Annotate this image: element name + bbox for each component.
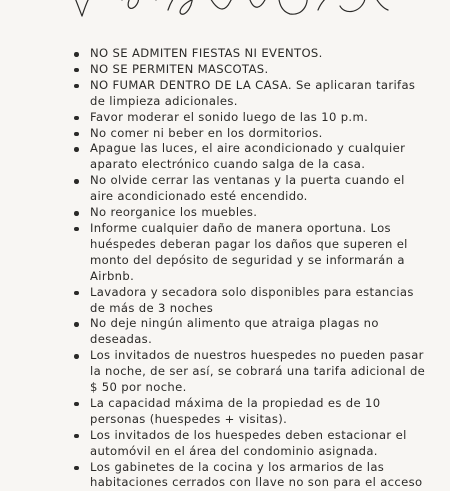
rule-text-line: $ 50 por noche. xyxy=(90,380,187,395)
rule-text-line: Informe cualquier daño de manera oportuna. Los xyxy=(90,220,391,235)
script-title-art xyxy=(60,0,390,20)
bullet-icon xyxy=(74,354,79,359)
rule-text-line: aire acondicionado esté encendido. xyxy=(90,189,308,204)
script-title-icon xyxy=(60,0,390,20)
rule-text-line: Airbnb. xyxy=(90,268,135,283)
rule-text-line: personas (huespedes + visitas). xyxy=(90,411,288,426)
bullet-icon xyxy=(74,211,79,216)
bullet-icon xyxy=(74,291,79,296)
rule-text-line: Apague las luces, el aire acondicionado y cualquier xyxy=(90,141,406,156)
bullet-icon xyxy=(74,227,79,232)
rule-text-line: No reorganice los muebles. xyxy=(90,205,258,220)
bullet-icon xyxy=(74,434,79,439)
rule-text-line: la noche, de ser así, se cobrará una tarifa adicional de xyxy=(90,364,426,379)
rule-item xyxy=(74,78,414,110)
rule-text-line: de limpieza adicionales. xyxy=(90,93,238,108)
rule-text-line: La capacidad máxima de la propiedad es de 10 xyxy=(90,395,381,410)
rule-item xyxy=(74,46,414,62)
bullet-icon xyxy=(74,68,79,73)
bullet-icon xyxy=(74,179,79,184)
rule-item xyxy=(74,316,414,348)
rule-item xyxy=(74,126,414,142)
rule-text-line: huéspedes deberan pagar los daños que superen el xyxy=(90,236,408,251)
rule-item xyxy=(74,173,414,205)
rule-text-line: NO FUMAR DENTRO DE LA CASA. Se aplicaran tarifas xyxy=(90,77,416,92)
bullet-icon xyxy=(74,466,79,471)
rule-item xyxy=(74,205,414,221)
rule-item xyxy=(74,348,426,396)
rule-text-line: de más de 3 noches xyxy=(90,300,214,315)
bullet-icon xyxy=(74,132,79,137)
rule-item xyxy=(74,221,414,285)
rule-text-line: NO SE PERMITEN MASCOTAS. xyxy=(90,61,269,76)
rule-text-line: monto del depósito de seguridad y se informarán a xyxy=(90,252,405,267)
rule-text-line: Los invitados de nuestros huespedes no pueden pasar xyxy=(90,348,424,363)
rule-text-line: NO SE ADMITEN FIESTAS NI EVENTOS. xyxy=(90,46,323,60)
rule-text-line: Los invitados de los huespedes deben estacionar el xyxy=(90,427,407,442)
bullet-icon xyxy=(74,322,79,327)
rule-text-line: deseadas. xyxy=(90,332,153,347)
rule-text-line: habitaciones cerrados con llave no son para el acceso xyxy=(90,475,423,490)
rule-item xyxy=(74,459,423,491)
bullet-icon xyxy=(74,84,79,89)
rule-item xyxy=(74,110,414,126)
rule-text-line: aparato electrónico cuando salga de la casa. xyxy=(90,157,366,172)
rule-text-line: No olvide cerrar las ventanas y la puerta cuando el xyxy=(90,173,405,188)
bullet-icon xyxy=(74,147,79,152)
bullet-icon xyxy=(74,52,79,57)
rules-list xyxy=(74,46,426,491)
rule-text-line: No deje ningún alimento que atraiga plagas no xyxy=(90,316,379,331)
rule-item xyxy=(74,428,414,460)
rule-item xyxy=(74,141,414,173)
bullet-icon xyxy=(74,116,79,121)
rule-text-line: automóvil en el área del condominio asignada. xyxy=(90,443,378,458)
rule-text-line: Favor moderar el sonido luego de las 10 p.m. xyxy=(90,109,369,124)
rule-text-line: Los gabinetes de la cocina y los armarios de las xyxy=(90,459,385,474)
rule-text-line: No comer ni beber en los dormitorios. xyxy=(90,125,323,140)
rule-item xyxy=(74,396,414,428)
rule-item xyxy=(74,285,414,317)
bullet-icon xyxy=(74,402,79,407)
rule-text-line: Lavadora y secadora solo disponibles para estancias xyxy=(90,284,414,299)
rule-item xyxy=(74,62,414,78)
